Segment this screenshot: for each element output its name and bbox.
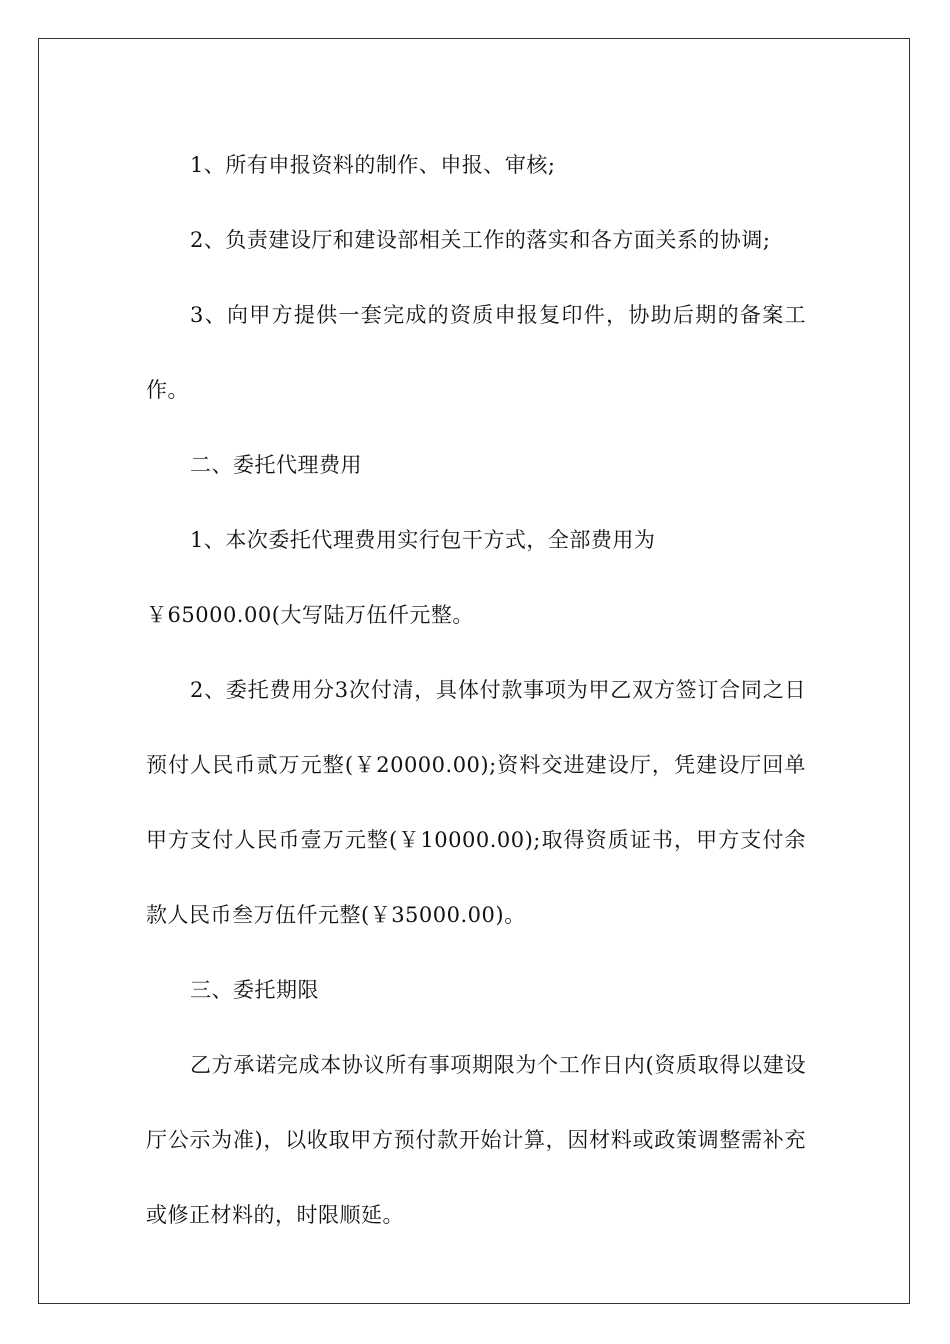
fee-clause-1: 1、本次委托代理费用实行包干方式，全部费用为 [190,528,656,552]
fee-amount-line: ￥65000.00(大写陆万伍仟元整。 [146,603,474,627]
fee-clause-2: 2、委托费用分3次付清，具体付款事项为甲乙双方签订合同之日预付人民币贰万元整(￥20000.00);资料交进建设厅，凭建设厅回单甲方支付人民币壹万元整(￥10000.00);取得资质证书，甲方支付余款人民币叁万伍仟元整(￥35000.00)。 [146,678,806,927]
term-clause: 乙方承诺完成本协议所有事项期限为个工作日内(资质取得以建设厅公示为准)，以收取甲方预付款开始计算，因材料或政策调整需补充或修正材料的，时限顺延。 [146,1053,806,1227]
clause-item-1: 1、所有申报资料的制作、申报、审核; [190,153,556,177]
document-body [146,128,806,1253]
section-heading-term: 三、委托期限 [190,978,319,1002]
clause-item-2: 2、负责建设厅和建设部相关工作的落实和各方面关系的协调; [190,228,771,252]
clause-item-3: 3、向甲方提供一套完成的资质申报复印件，协助后期的备案工作。 [146,303,806,402]
section-heading-fees: 二、委托代理费用 [190,453,362,477]
